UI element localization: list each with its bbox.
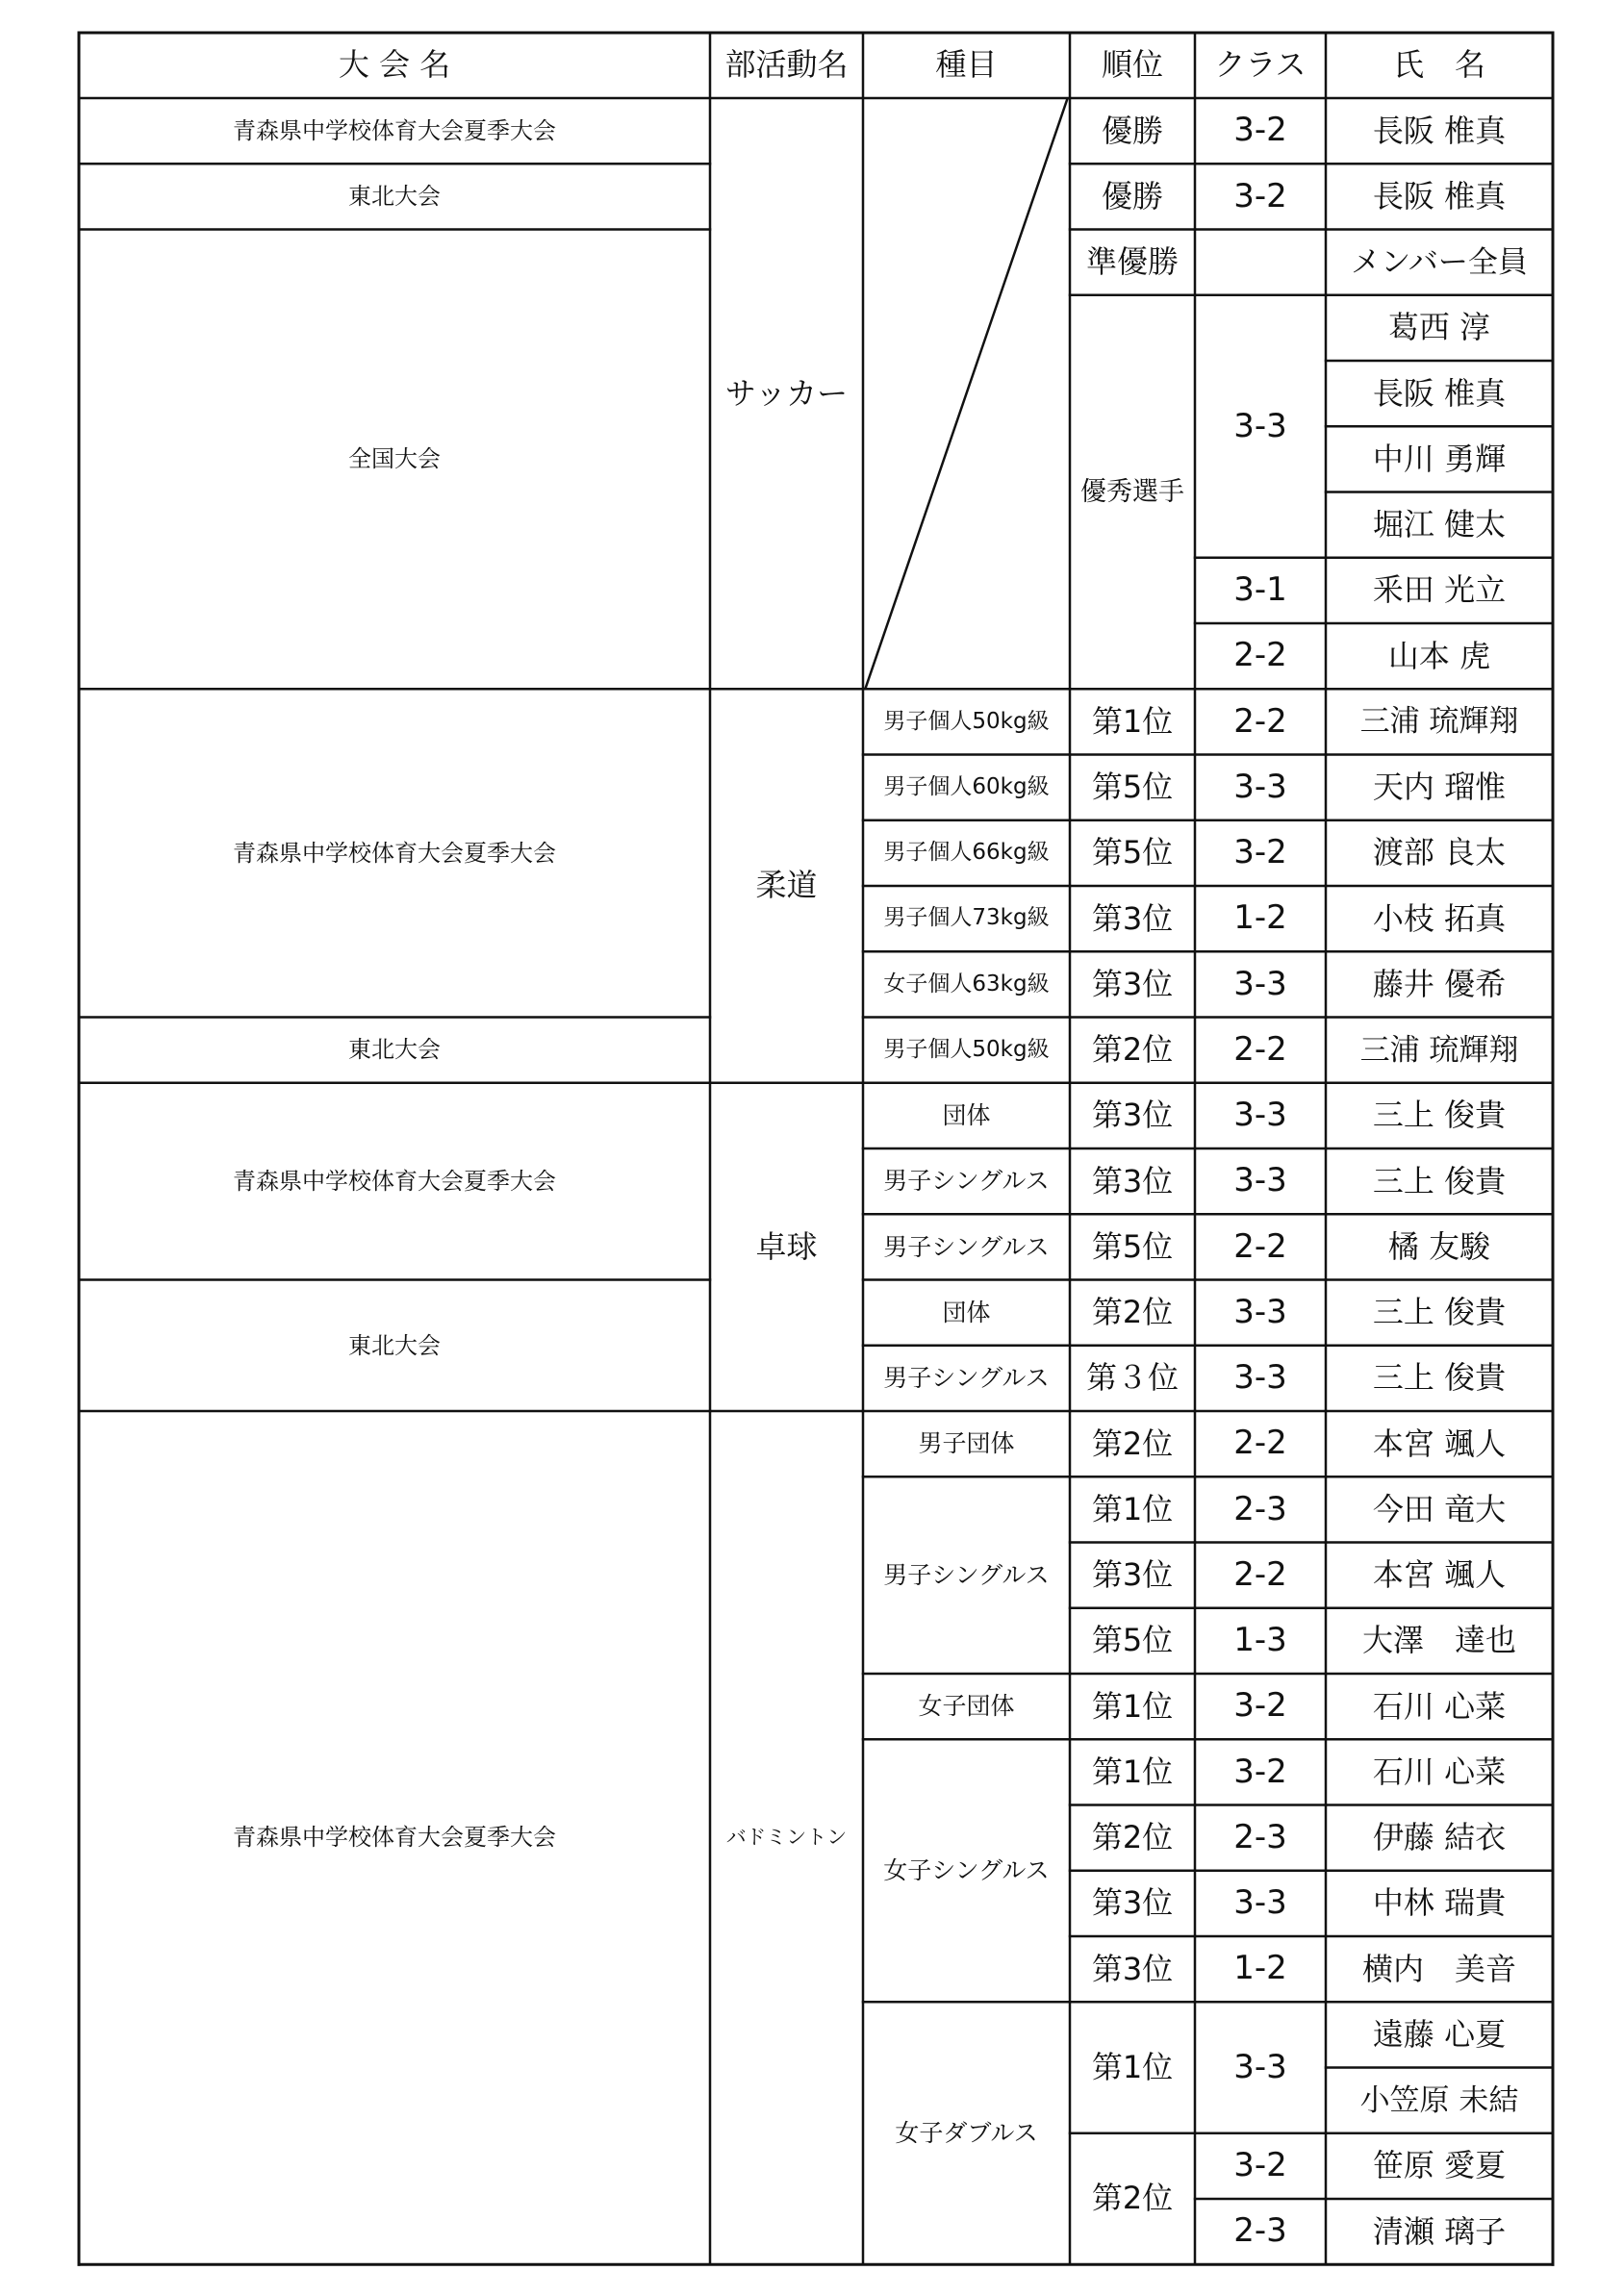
class-cell: 2-3 (1233, 1817, 1287, 1856)
name-cell: 堀江 健太 (1372, 506, 1507, 543)
class-cell: 3-3 (1233, 2047, 1287, 2086)
rank-cell: 第3位 (1091, 965, 1174, 1002)
rank-cell: 第5位 (1091, 1622, 1174, 1659)
class-cell: 3-3 (1233, 964, 1287, 1003)
class-cell (1195, 230, 1326, 295)
name-cell: 三上 俊貴 (1372, 1359, 1507, 1397)
name-cell: 笹原 愛夏 (1372, 2147, 1507, 2184)
class-cell: 3-2 (1233, 111, 1287, 150)
name-cell: 長阪 椎真 (1372, 112, 1507, 149)
tournament-cell: 青森県中学校体育大会夏季大会 (233, 839, 556, 867)
name-cell: 石川 心菜 (1372, 1753, 1507, 1790)
event-cell: 団体 (942, 1101, 991, 1130)
rank-cell: 第1位 (1091, 1490, 1174, 1527)
name-cell: 渡部 良太 (1372, 834, 1507, 871)
name-cell: 藤井 優希 (1372, 965, 1507, 1002)
name-cell: 三上 俊貴 (1372, 1162, 1507, 1199)
event-cell: 男子シングルス (883, 1364, 1050, 1393)
tournament-cell: 東北大会 (348, 183, 441, 211)
name-cell: 三上 俊貴 (1372, 1097, 1507, 1134)
name-cell: 三浦 琉輝翔 (1359, 704, 1519, 740)
name-cell: 横内 美音 (1361, 1950, 1516, 1987)
class-cell: 1-2 (1233, 898, 1287, 938)
event-cell: 女子団体 (918, 1692, 1015, 1721)
event-cell: 男子シングルス (883, 1167, 1050, 1196)
rank-cell: 第1位 (1091, 1687, 1174, 1725)
tournament-cell: 東北大会 (348, 1331, 441, 1359)
name-cell: 遠藤 心夏 (1372, 2015, 1507, 2053)
class-cell: 3-3 (1233, 1358, 1287, 1398)
event-cell: 男子個人60kg級 (883, 773, 1050, 799)
header-name: 氏 名 (1392, 46, 1485, 84)
name-cell: 葛西 淳 (1387, 309, 1491, 346)
name-cell: 本宮 颯人 (1372, 1556, 1507, 1594)
event-cell (863, 98, 1070, 689)
header-class: クラス (1214, 46, 1307, 84)
rank-cell: 第2位 (1091, 1819, 1174, 1856)
rank-cell: 第3位 (1091, 1884, 1174, 1922)
name-cell: 釆田 光立 (1372, 571, 1507, 609)
event-cell: 男子シングルス (883, 1232, 1050, 1261)
rank-cell: 準優勝 (1085, 243, 1179, 281)
rank-cell: 第2位 (1091, 1031, 1174, 1069)
club-cell: バドミントン (725, 1826, 848, 1850)
name-cell: 小枝 拓真 (1372, 899, 1507, 937)
class-cell: 3-3 (1233, 1883, 1287, 1923)
class-cell: 3-2 (1233, 833, 1287, 872)
rank-cell: 第2位 (1091, 2180, 1174, 2217)
name-cell: 本宮 颯人 (1372, 1425, 1507, 1462)
class-cell: 1-2 (1233, 1949, 1287, 1988)
class-cell: 3-1 (1233, 570, 1287, 610)
rank-cell: 第3位 (1091, 899, 1174, 937)
name-cell: 長阪 椎真 (1372, 177, 1507, 214)
event-cell: 女子個人63kg級 (883, 971, 1050, 997)
rank-cell: 第1位 (1091, 1753, 1174, 1790)
rank-cell: 第2位 (1091, 1294, 1174, 1331)
rank-cell: 優秀選手 (1080, 476, 1184, 507)
event-cell: 男子個人73kg級 (883, 905, 1050, 931)
tournament-cell: 全国大会 (348, 445, 441, 473)
name-cell: 小笠原 未結 (1359, 2082, 1519, 2118)
event-cell: 男子団体 (918, 1429, 1015, 1458)
class-cell: 2-2 (1233, 1554, 1287, 1594)
rank-cell: 第5位 (1091, 769, 1174, 806)
event-cell: 女子ダブルス (895, 2119, 1038, 2147)
name-cell: 三浦 琉輝翔 (1359, 1032, 1519, 1068)
rank-cell: 第3位 (1091, 1162, 1174, 1199)
class-cell: 3-3 (1233, 406, 1287, 445)
event-cell: 男子個人66kg級 (883, 840, 1050, 866)
class-cell: 3-2 (1233, 1686, 1287, 1726)
name-cell: 山本 虎 (1387, 637, 1491, 674)
rank-cell: 第5位 (1091, 1227, 1174, 1265)
class-cell: 2-3 (1233, 2211, 1287, 2251)
class-cell: 3-3 (1233, 1096, 1287, 1135)
class-cell: 2-2 (1233, 1029, 1287, 1069)
rank-cell: 優勝 (1101, 177, 1163, 214)
class-cell: 3-2 (1233, 176, 1287, 215)
rank-cell: 第2位 (1091, 1425, 1174, 1462)
header-tournament: 大 会 名 (338, 46, 451, 84)
name-cell: 今田 竜大 (1372, 1490, 1507, 1527)
class-cell: 2-3 (1233, 1489, 1287, 1528)
rank-cell: 第3位 (1091, 1097, 1174, 1134)
event-cell: 団体 (942, 1298, 991, 1326)
rank-cell: 第3位 (1091, 1556, 1174, 1594)
club-cell: 卓球 (755, 1227, 818, 1265)
class-cell: 2-2 (1233, 701, 1287, 741)
name-cell: 石川 心菜 (1372, 1687, 1507, 1725)
header-event: 種目 (935, 46, 998, 84)
class-cell: 1-3 (1233, 1621, 1287, 1660)
tournament-cell: 青森県中学校体育大会夏季大会 (233, 1167, 556, 1195)
rank-cell: 第5位 (1091, 834, 1174, 871)
class-cell: 3-2 (1233, 2146, 1287, 2185)
rank-cell: 第1位 (1091, 702, 1174, 740)
name-cell: メンバー全員 (1351, 244, 1528, 280)
rank-cell: 第3位 (1091, 1950, 1174, 1987)
rank-cell: 第1位 (1091, 2048, 1174, 2085)
class-cell: 2-2 (1233, 1226, 1287, 1266)
name-cell: 橘 友駿 (1387, 1227, 1491, 1265)
tournament-cell: 東北大会 (348, 1036, 441, 1064)
name-cell: 中林 瑞貴 (1372, 1884, 1507, 1922)
club-cell: 柔道 (755, 867, 818, 904)
club-cell: サッカー (724, 374, 849, 412)
rank-cell: 優勝 (1101, 112, 1163, 149)
tournament-cell: 青森県中学校体育大会夏季大会 (233, 1824, 556, 1852)
name-cell: 伊藤 結衣 (1372, 1819, 1507, 1856)
event-cell: 男子個人50kg級 (883, 708, 1050, 734)
class-cell: 2-2 (1233, 636, 1287, 675)
event-cell: 女子シングルス (883, 1856, 1050, 1884)
event-cell: 男子シングルス (883, 1560, 1050, 1589)
name-cell: 清瀬 璃子 (1372, 2212, 1507, 2250)
class-cell: 3-3 (1233, 1292, 1287, 1331)
name-cell: 長阪 椎真 (1372, 374, 1507, 412)
name-cell: 三上 俊貴 (1372, 1294, 1507, 1331)
rank-cell: 第３位 (1085, 1359, 1179, 1397)
class-cell: 3-3 (1233, 1161, 1287, 1200)
name-cell: 大澤 達也 (1361, 1622, 1516, 1659)
class-cell: 3-2 (1233, 1752, 1287, 1791)
tournament-cell: 青森県中学校体育大会夏季大会 (233, 116, 556, 144)
header-rank: 順位 (1101, 46, 1163, 84)
name-cell: 中川 勇輝 (1372, 440, 1507, 477)
header-club: 部活動名 (724, 46, 849, 84)
class-cell: 2-2 (1233, 1424, 1287, 1463)
event-cell: 男子個人50kg級 (883, 1036, 1050, 1062)
name-cell: 天内 瑠惟 (1372, 769, 1507, 806)
class-cell: 3-3 (1233, 767, 1287, 806)
